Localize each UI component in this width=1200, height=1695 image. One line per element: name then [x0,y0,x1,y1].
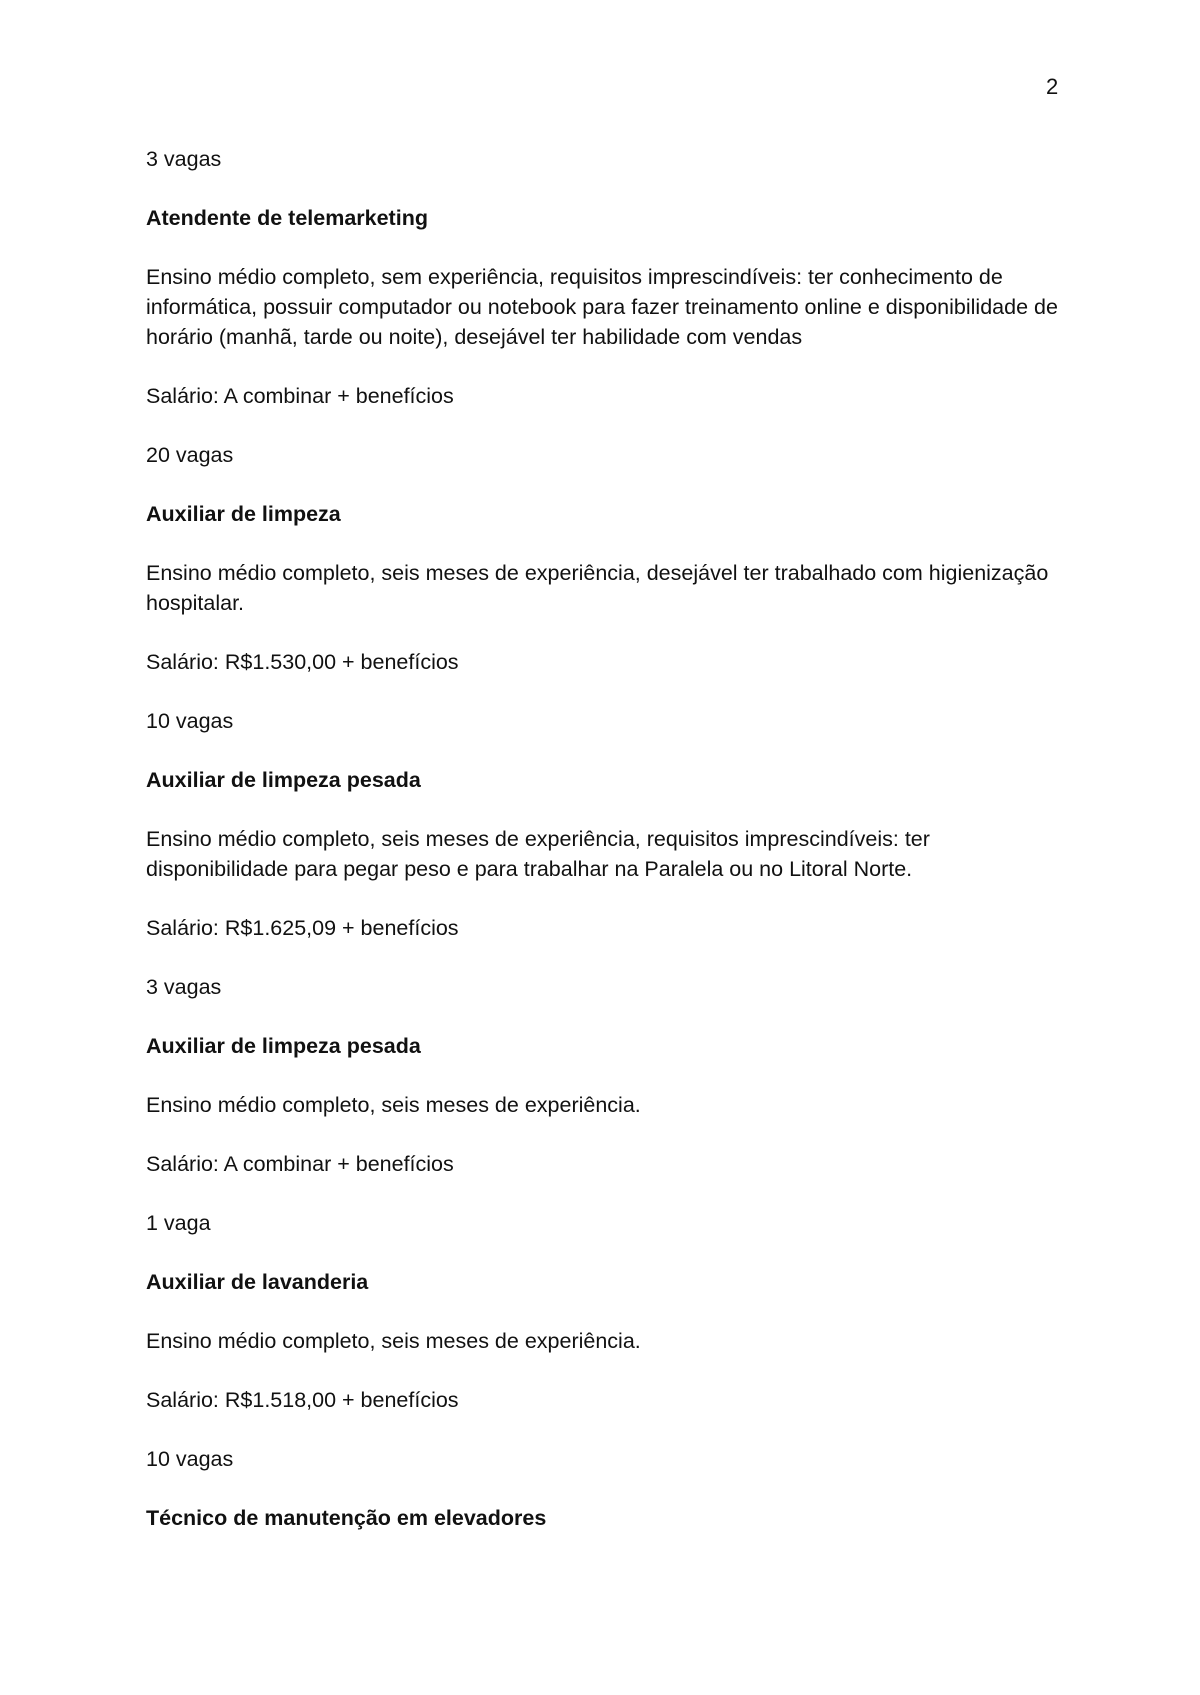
vacancy-count: 1 vaga [146,1211,211,1235]
job-title: Atendente de telemarketing [146,206,428,230]
job-requirements: Ensino médio completo, seis meses de experiência, requisitos imprescindíveis: ter disponibilidade para pegar peso e para trabalhar na Paralela ou no Litoral Norte. [146,827,930,881]
job-title: Auxiliar de limpeza pesada [146,768,421,792]
vacancy-count: 10 vagas [146,709,234,733]
page-number: 2 [1046,74,1059,99]
job-requirements: Ensino médio completo, seis meses de experiência. [146,1093,641,1117]
vacancy-count: 20 vagas [146,443,234,467]
vacancy-count: 10 vagas [146,1447,234,1471]
job-title: Técnico de manutenção em elevadores [146,1506,547,1530]
job-requirements: Ensino médio completo, sem experiência, requisitos imprescindíveis: ter conhecimento de informática, possuir computador ou notebook para fazer treinamento online e disponibilidade de horário (manhã, tarde ou noite), desejável ter habilidade com vendas [146,265,1058,349]
job-requirements: Ensino médio completo, seis meses de experiência. [146,1329,641,1353]
job-requirements: Ensino médio completo, seis meses de experiência, desejável ter trabalhado com higienização hospitalar. [146,561,1049,615]
job-salary: Salário: A combinar + benefícios [146,384,454,408]
vacancy-count: 3 vagas [146,975,222,999]
job-salary: Salário: R$1.518,00 + benefícios [146,1388,459,1412]
vacancy-count: 3 vagas [146,147,222,171]
job-salary: Salário: A combinar + benefícios [146,1152,454,1176]
job-salary: Salário: R$1.530,00 + benefícios [146,650,459,674]
job-title: Auxiliar de limpeza [146,502,341,526]
job-title: Auxiliar de limpeza pesada [146,1034,421,1058]
job-title: Auxiliar de lavanderia [146,1270,369,1294]
job-salary: Salário: R$1.625,09 + benefícios [146,916,459,940]
document-body [146,144,1066,1562]
